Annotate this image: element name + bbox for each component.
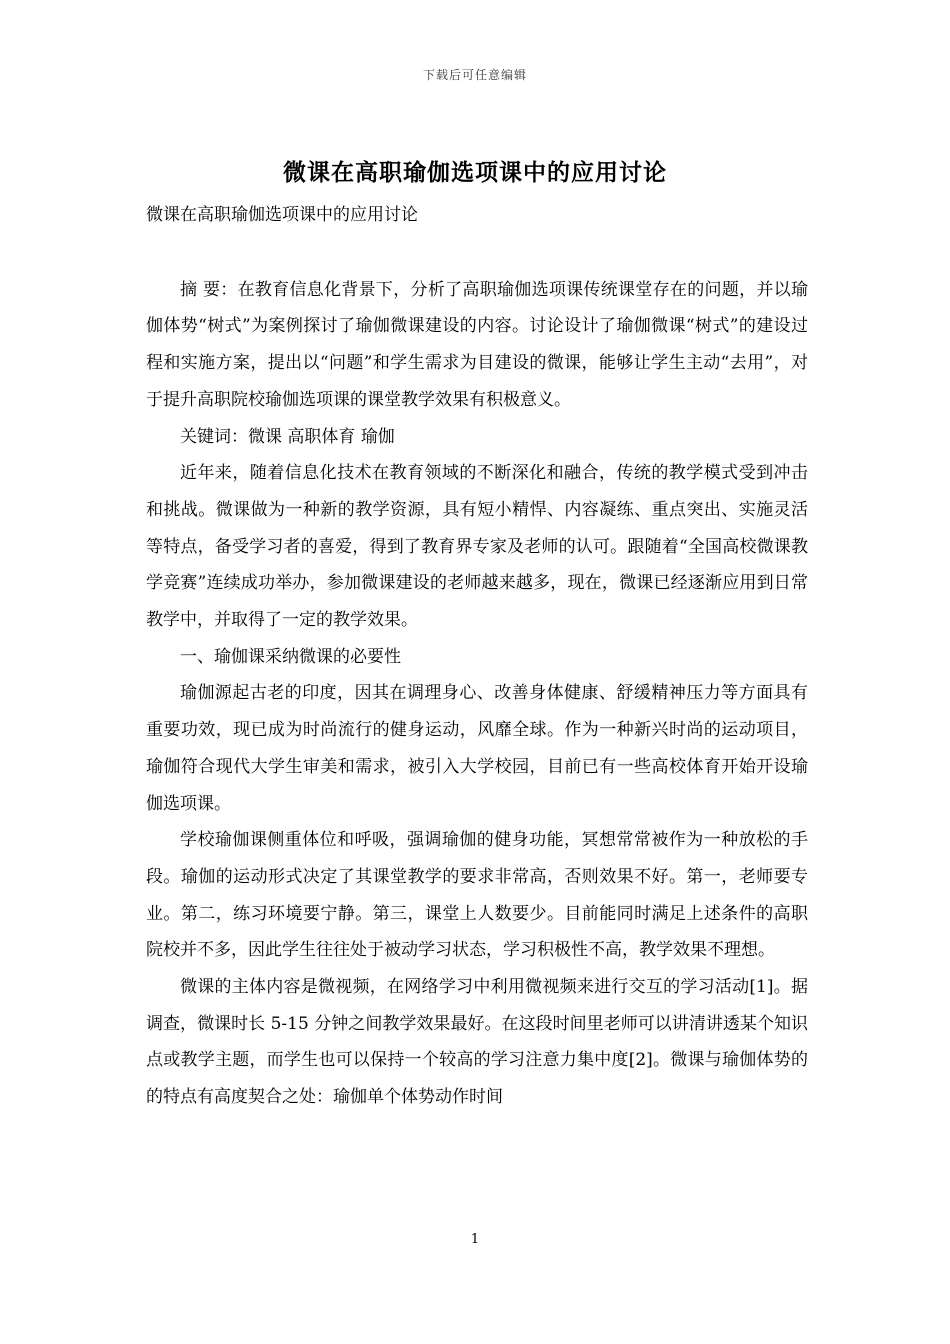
document-title: 微课在高职瑜伽选项课中的应用讨论	[283, 159, 667, 186]
section-heading-1: 一、瑜伽课采纳微课的必要性	[180, 646, 401, 667]
keywords-line: 关键词：微课 高职体育 瑜伽	[180, 426, 395, 447]
body-paragraph-3: 学校瑜伽课侧重体位和呼吸，强调瑜伽的健身功能，冥想常常被作为一种放松的手段。瑜伽的运动形式决定了其课堂教学的要求非常高，否则效果不好。第一，老师要专业。第二，练习环境要宁静。第三，课堂上人数要少。目前能同时满足上述条件的高职院校并不多，因此学生往往处于被动学习状态，学习积极性不高，教学效果不理想。	[146, 830, 808, 961]
body-paragraph-4: 微课的主体内容是微视频，在网络学习中利用微视频来进行交互的学习活动[1]。据调查，微课时长 5-15 分钟之间教学效果最好。在这段时间里老师可以讲清讲透某个知识点或教学主题，而学生也可以保持一个较高的学习注意力集中度[2]。微课与瑜伽体势的的特点有高度契合之处：瑜伽单个体势动作时间	[146, 977, 808, 1108]
page-number: 1	[470, 1232, 480, 1247]
intro-paragraph: 近年来，随着信息化技术在教育领域的不断深化和融合，传统的教学模式受到冲击和挑战。微课做为一种新的教学资源，具有短小精悍、内容凝练、重点突出、实施灵活等特点，备受学习者的喜爱，得到了教育界专家及老师的认可。跟随着“全国高校微课教学竞赛”连续成功举办，参加微课建设的老师越来越多，现在，微课已经逐渐应用到日常教学中，并取得了一定的教学效果。	[146, 463, 808, 631]
document-body	[146, 197, 808, 1116]
header-note: 下载后可任意编辑	[422, 68, 527, 82]
abstract-paragraph: 摘 要：在教育信息化背景下，分析了高职瑜伽选项课传统课堂存在的问题，并以瑜伽体势“树式”为案例探讨了瑜伽微课建设的内容。讨论设计了瑜伽微课“树式”的建设过程和实施方案，提出以“问题”和学生需求为目建设的微课，能够让学生主动“去用”，对于提升高职院校瑜伽选项课的课堂教学效果有积极意义。	[146, 279, 808, 410]
document-subtitle: 微课在高职瑜伽选项课中的应用讨论	[146, 205, 418, 225]
body-paragraph-2: 瑜伽源起古老的印度，因其在调理身心、改善身体健康、舒缓精神压力等方面具有重要功效，现已成为时尚流行的健身运动，风靡全球。作为一种新兴时尚的运动项目，瑜伽符合现代大学生审美和需求，被引入大学校园，目前已有一些高校体育开始开设瑜伽选项课。	[146, 683, 808, 814]
